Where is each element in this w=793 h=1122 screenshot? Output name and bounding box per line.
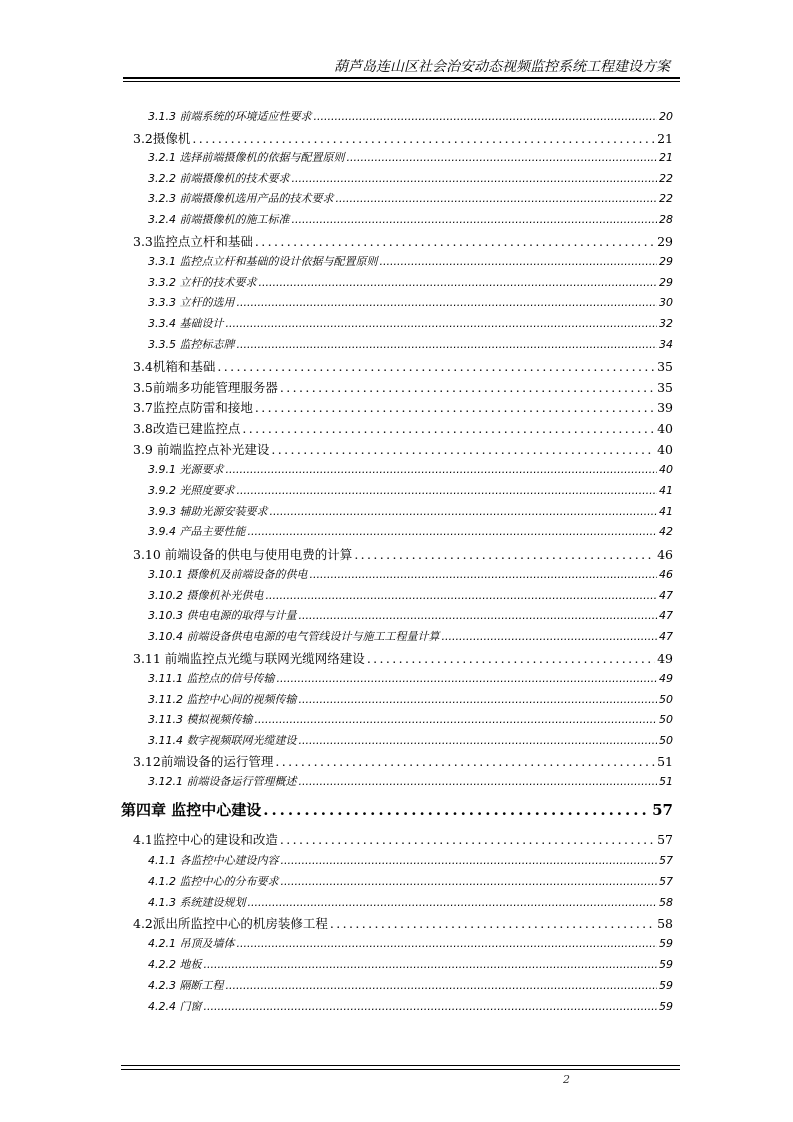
toc-entry-title: 4.2.1 吊顶及墙体 — [148, 937, 235, 950]
toc-page-number: 35 — [657, 380, 673, 395]
toc-entry-title: 3.3.3 立杆的选用 — [148, 296, 235, 309]
toc-section[interactable] — [133, 398, 673, 416]
toc-entry-title: 3.1.3 前端系统的环境适应性要求 — [148, 110, 312, 123]
toc-leader-dots — [254, 713, 657, 726]
toc-page-number: 47 — [659, 609, 673, 622]
toc-entry-title: 第四章 监控中心建设 — [121, 801, 262, 819]
toc-page-number: 28 — [659, 213, 673, 226]
toc-subsection[interactable] — [148, 315, 673, 331]
toc-page-number: 59 — [659, 958, 673, 971]
toc-leader-dots — [242, 421, 655, 436]
toc-page-number: 21 — [657, 131, 673, 146]
toc-subsection[interactable] — [148, 711, 673, 727]
toc-subsection[interactable] — [148, 108, 673, 124]
toc-leader-dots — [217, 359, 655, 374]
toc-leader-dots — [298, 775, 657, 788]
toc-leader-dots — [281, 875, 658, 888]
toc-page-number: 35 — [657, 359, 673, 374]
toc-subsection[interactable] — [148, 732, 673, 748]
toc-entry-title: 3.11 前端监控点光缆与联网光缆网络建设 — [133, 651, 365, 666]
toc-page-number: 57 — [659, 875, 673, 888]
toc-subsection[interactable] — [148, 190, 673, 206]
toc-leader-dots — [237, 296, 658, 309]
toc-page-number: 50 — [659, 713, 673, 726]
toc-entry-title: 3.9 前端监控点补光建设 — [133, 442, 270, 457]
toc-subsection[interactable] — [148, 566, 673, 582]
toc-leader-dots — [314, 110, 658, 123]
toc-subsection[interactable] — [148, 998, 673, 1014]
toc-page-number: 59 — [659, 979, 673, 992]
toc-subsection[interactable] — [148, 294, 673, 310]
toc-section[interactable] — [133, 440, 673, 458]
toc-entry-title: 4.1.3 系统建设规划 — [148, 896, 246, 909]
toc-page-number: 22 — [659, 192, 673, 205]
toc-page-number: 51 — [657, 754, 673, 769]
toc-page-number: 57 — [657, 832, 673, 847]
toc-leader-dots — [354, 547, 655, 562]
toc-leader-dots — [271, 442, 655, 457]
toc-entry-title: 3.3.5 监控标志牌 — [148, 338, 235, 351]
toc-page-number: 32 — [659, 317, 673, 330]
toc-page-number: 29 — [657, 234, 673, 249]
toc-page-number: 49 — [657, 651, 673, 666]
toc-leader-dots — [248, 896, 658, 909]
document-title: 葫芦岛连山区社会治安动态视频监控系统工程建设方案 — [334, 59, 670, 75]
toc-page-number: 51 — [659, 775, 673, 788]
toc-subsection[interactable] — [148, 628, 673, 644]
toc-subsection[interactable] — [148, 873, 673, 889]
toc-section[interactable] — [133, 357, 673, 375]
toc-entry-title: 3.12前端设备的运行管理 — [133, 754, 274, 769]
toc-page-number: 49 — [659, 672, 673, 685]
toc-entry-title: 3.10.2 摄像机补光供电 — [148, 589, 264, 602]
toc-leader-dots — [248, 525, 658, 538]
toc-section[interactable] — [133, 830, 673, 848]
toc-page-number: 20 — [659, 110, 673, 123]
toc-entry-title: 3.4机箱和基础 — [133, 359, 216, 374]
toc-page-number: 50 — [659, 734, 673, 747]
toc-entry-title: 4.2.2 地板 — [148, 958, 202, 971]
toc-leader-dots — [280, 380, 655, 395]
toc-subsection[interactable] — [148, 274, 673, 290]
toc-leader-dots — [281, 854, 658, 867]
toc-entry-title: 3.2.1 选择前端摄像机的依据与配置原则 — [148, 151, 345, 164]
toc-leader-dots — [226, 317, 658, 330]
toc-chapter[interactable] — [121, 799, 673, 820]
toc-entry-title: 3.2摄像机 — [133, 131, 191, 146]
toc-page-number: 47 — [659, 589, 673, 602]
toc-subsection[interactable] — [148, 336, 673, 352]
toc-page-number: 40 — [657, 442, 673, 457]
toc-leader-dots — [330, 916, 655, 931]
toc-subsection[interactable] — [148, 773, 673, 789]
toc-entry-title: 4.1.2 监控中心的分布要求 — [148, 875, 279, 888]
toc-subsection[interactable] — [148, 461, 673, 477]
toc-leader-dots — [309, 568, 657, 581]
toc-subsection[interactable] — [148, 852, 673, 868]
toc-section[interactable] — [133, 752, 673, 770]
header-rule — [123, 77, 680, 79]
footer-rule — [121, 1065, 680, 1066]
toc-leader-dots — [192, 131, 655, 146]
toc-leader-dots — [259, 276, 658, 289]
toc-leader-dots — [298, 734, 657, 747]
toc-entry-title: 3.12.1 前端设备运行管理概述 — [148, 775, 297, 788]
toc-leader-dots — [265, 589, 657, 602]
toc-leader-dots — [276, 672, 657, 685]
toc-section[interactable] — [133, 914, 673, 932]
toc-page-number: 50 — [659, 693, 673, 706]
toc-entry-title: 3.2.4 前端摄像机的施工标准 — [148, 213, 290, 226]
toc-entry-title: 4.2.4 门窗 — [148, 1000, 202, 1013]
toc-entry-title: 3.10.4 前端设备供电电源的电气管线设计与施工工程量计算 — [148, 630, 440, 643]
toc-page-number: 40 — [659, 463, 673, 476]
toc-entry-title: 3.9.2 光照度要求 — [148, 484, 235, 497]
toc-leader-dots — [441, 630, 657, 643]
toc-leader-dots — [367, 651, 655, 666]
toc-leader-dots — [346, 151, 657, 164]
toc-leader-dots — [298, 693, 657, 706]
toc-section[interactable] — [133, 419, 673, 437]
toc-leader-dots — [226, 463, 658, 476]
header-rule-thin — [123, 81, 680, 82]
toc-entry-title: 3.3监控点立杆和基础 — [133, 234, 253, 249]
toc-leader-dots — [379, 255, 657, 268]
toc-section[interactable] — [133, 649, 673, 667]
toc-entry-title: 3.9.4 产品主要性能 — [148, 525, 246, 538]
toc-entry-title: 3.10.1 摄像机及前端设备的供电 — [148, 568, 308, 581]
toc-page-number: 46 — [657, 547, 673, 562]
toc-page-number: 22 — [659, 172, 673, 185]
toc-subsection[interactable] — [148, 211, 673, 227]
toc-entry-title: 3.11.3 模拟视频传输 — [148, 713, 253, 726]
toc-leader-dots — [280, 832, 655, 847]
toc-entry-title: 3.11.4 数字视频联网光缆建设 — [148, 734, 297, 747]
toc-leader-dots — [292, 213, 658, 226]
toc-entry-title: 4.1监控中心的建设和改造 — [133, 832, 278, 847]
toc-section[interactable] — [133, 545, 673, 563]
toc-entry-title: 3.3.1 监控点立杆和基础的设计依据与配置原则 — [148, 255, 378, 268]
toc-entry-title: 3.3.4 基础设计 — [148, 317, 224, 330]
toc-section[interactable] — [133, 378, 673, 396]
toc-leader-dots — [298, 609, 657, 622]
toc-subsection[interactable] — [148, 503, 673, 519]
toc-subsection[interactable] — [148, 935, 673, 951]
toc-page-number: 21 — [659, 151, 673, 164]
toc-page-number: 29 — [659, 255, 673, 268]
toc-page-number: 58 — [657, 916, 673, 931]
toc-page-number: 40 — [657, 421, 673, 436]
toc-subsection[interactable] — [148, 253, 673, 269]
toc-leader-dots — [237, 937, 658, 950]
toc-page-number: 57 — [652, 801, 673, 819]
toc-entry-title: 3.10 前端设备的供电与使用电费的计算 — [133, 547, 353, 562]
toc-page-number: 34 — [659, 338, 673, 351]
toc-subsection[interactable] — [148, 956, 673, 972]
toc-leader-dots — [237, 484, 658, 497]
toc-leader-dots — [204, 958, 658, 971]
toc-entry-title: 3.10.3 供电电源的取得与计量 — [148, 609, 297, 622]
toc-subsection[interactable] — [148, 977, 673, 993]
toc-leader-dots — [226, 979, 658, 992]
toc-entry-title: 4.2派出所监控中心的机房装修工程 — [133, 916, 328, 931]
toc-page-number: 29 — [659, 276, 673, 289]
toc-entry-title: 4.1.1 各监控中心建设内容 — [148, 854, 279, 867]
toc-entry-title: 3.2.2 前端摄像机的技术要求 — [148, 172, 290, 185]
toc-entry-title: 3.3.2 立杆的技术要求 — [148, 276, 257, 289]
footer-rule-thin — [121, 1069, 680, 1070]
toc-section[interactable] — [133, 232, 673, 250]
toc-leader-dots — [255, 234, 655, 249]
toc-leader-dots — [292, 172, 658, 185]
toc-entry-title: 3.5前端多功能管理服务器 — [133, 380, 278, 395]
toc-entry-title: 3.7监控点防雷和接地 — [133, 400, 253, 415]
toc-subsection[interactable] — [148, 482, 673, 498]
toc-page-number: 57 — [659, 854, 673, 867]
toc-page-number: 41 — [659, 484, 673, 497]
toc-section[interactable] — [133, 129, 673, 147]
toc-subsection[interactable] — [148, 587, 673, 603]
toc-page-number: 46 — [659, 568, 673, 581]
toc-subsection[interactable] — [148, 691, 673, 707]
toc-entry-title: 4.2.3 隔断工程 — [148, 979, 224, 992]
toc-page-number: 42 — [659, 525, 673, 538]
toc-leader-dots — [204, 1000, 658, 1013]
toc-page-number: 41 — [659, 505, 673, 518]
toc-entry-title: 3.11.2 监控中心间的视频传输 — [148, 693, 297, 706]
toc-subsection[interactable] — [148, 170, 673, 186]
toc-leader-dots — [255, 400, 655, 415]
toc-page-number: 39 — [657, 400, 673, 415]
toc-leader-dots — [263, 801, 650, 819]
toc-page-number: 47 — [659, 630, 673, 643]
toc-entry-title: 3.9.3 辅助光源安装要求 — [148, 505, 268, 518]
toc-entry-title: 3.8改造已建监控点 — [133, 421, 241, 436]
toc-leader-dots — [335, 192, 657, 205]
toc-leader-dots — [275, 754, 655, 769]
toc-leader-dots — [270, 505, 658, 518]
toc-subsection[interactable] — [148, 523, 673, 539]
toc-subsection[interactable] — [148, 607, 673, 623]
toc-entry-title: 3.9.1 光源要求 — [148, 463, 224, 476]
page-number: 2 — [563, 1073, 570, 1086]
toc-leader-dots — [237, 338, 658, 351]
toc-subsection[interactable] — [148, 670, 673, 686]
toc-entry-title: 3.2.3 前端摄像机选用产品的技术要求 — [148, 192, 334, 205]
toc-entry-title: 3.11.1 监控点的信号传输 — [148, 672, 275, 685]
toc-page-number: 59 — [659, 937, 673, 950]
toc-subsection[interactable] — [148, 149, 673, 165]
toc-subsection[interactable] — [148, 894, 673, 910]
toc-page-number: 59 — [659, 1000, 673, 1013]
toc-page-number: 30 — [659, 296, 673, 309]
toc-page-number: 58 — [659, 896, 673, 909]
